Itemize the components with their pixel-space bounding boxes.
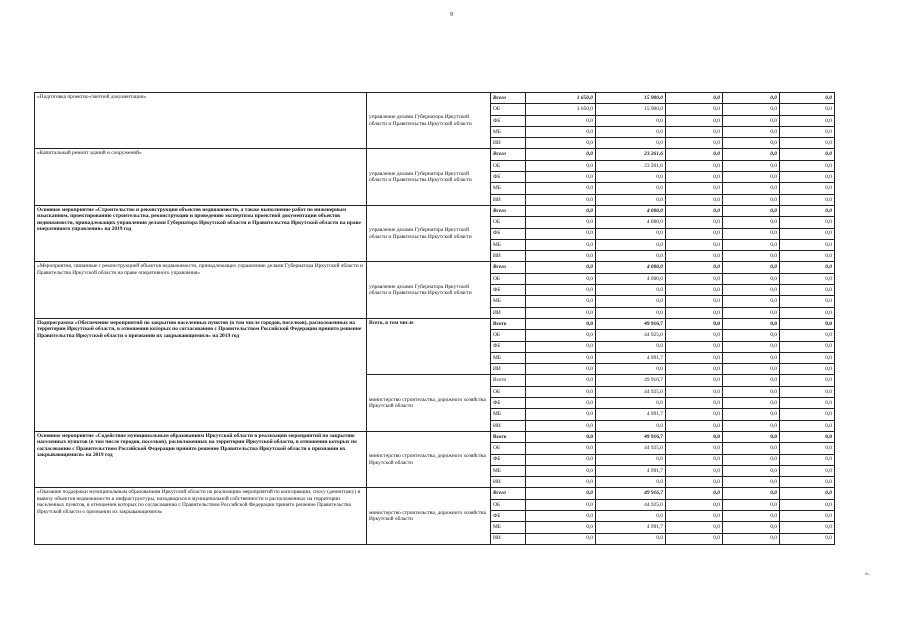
amount-cell: 0,0 xyxy=(526,273,596,284)
source-code-cell: Всего xyxy=(491,262,526,273)
amount-cell: 0,0 xyxy=(666,431,723,442)
responsible-cell: министерство строительства, дорожного хозяйства Иркутской области xyxy=(367,431,491,487)
amount-cell: 0,0 xyxy=(666,409,723,420)
amount-cell: 0,0 xyxy=(780,431,835,442)
amount-cell: 23 261,6 xyxy=(596,160,666,171)
amount-cell: 0,0 xyxy=(780,296,835,307)
program-name-cell: «Оказание поддержки муниципальным образованиям Иркутской области на реализацию мероприятий по консервации, сносу (демонтажу) и вывозу объектов недвижимости и инфраструктуры, находящихся в муниципальной собственности и расположенных на территории населенных пунктов, в отношении которых по согласованию с Правительством Российской Федерации принято решение Правительства Иркутской области о признании их закрывающимися» xyxy=(35,488,367,544)
amount-cell: 0,0 xyxy=(780,273,835,284)
source-code-cell: МБ xyxy=(491,183,526,194)
amount-cell: 0,0 xyxy=(526,533,596,544)
amount-cell: 0,0 xyxy=(666,194,723,205)
amount-cell: 0,0 xyxy=(666,341,723,352)
amount-cell: 0,0 xyxy=(723,465,780,476)
amount-cell: 4 000,0 xyxy=(596,273,666,284)
amount-cell: 0,0 xyxy=(780,386,835,397)
source-code-cell: МБ xyxy=(491,126,526,137)
amount-cell: 0,0 xyxy=(723,93,780,104)
amount-cell: 0,0 xyxy=(526,205,596,216)
amount-cell: 4 000,0 xyxy=(596,262,666,273)
amount-cell: 0,0 xyxy=(526,318,596,329)
amount-cell: 0,0 xyxy=(526,194,596,205)
amount-cell: 0,0 xyxy=(526,217,596,228)
responsible-cell: министерство строительства, дорожного хозяйства Иркутской области xyxy=(367,488,491,544)
amount-cell: 0,0 xyxy=(666,465,723,476)
amount-cell: 0,0 xyxy=(666,352,723,363)
amount-cell: 0,0 xyxy=(526,228,596,239)
source-code-cell: ФБ xyxy=(491,172,526,183)
amount-cell: 0,0 xyxy=(723,364,780,375)
amount-cell: 49 916,7 xyxy=(596,431,666,442)
amount-cell: 0,0 xyxy=(596,420,666,431)
amount-cell: 0,0 xyxy=(526,364,596,375)
table-row xyxy=(35,149,835,160)
amount-cell: 0,0 xyxy=(723,398,780,409)
amount-cell: 0,0 xyxy=(723,307,780,318)
program-name-cell: «Подготовка проектно-сметной документации» xyxy=(35,93,367,149)
amount-cell: 0,0 xyxy=(526,488,596,499)
amount-cell: 0,0 xyxy=(780,93,835,104)
amount-cell: 0,0 xyxy=(723,352,780,363)
amount-cell: 49 916,7 xyxy=(596,318,666,329)
amount-cell: 0,0 xyxy=(526,443,596,454)
amount-cell: 0,0 xyxy=(596,172,666,183)
program-name-cell: «Мероприятия, связанные с реконструкцией объектов недвижимости, принадлежащих управлению делами Губернатора Иркутской области и Правительства Иркутской области на праве оперативного управления» xyxy=(35,262,367,318)
amount-cell: 0,0 xyxy=(526,172,596,183)
amount-cell: 0,0 xyxy=(666,262,723,273)
amount-cell: 0,0 xyxy=(666,510,723,521)
amount-cell: 1 650,0 xyxy=(526,104,596,115)
amount-cell: 0,0 xyxy=(780,533,835,544)
amount-cell: 0,0 xyxy=(596,477,666,488)
responsible-cell: управление делами Губернатора Иркутской области и Правительства Иркутской области xyxy=(367,93,491,149)
amount-cell: 0,0 xyxy=(526,251,596,262)
amount-cell: 0,0 xyxy=(723,386,780,397)
amount-cell: 0,0 xyxy=(666,499,723,510)
amount-cell: 0,0 xyxy=(780,409,835,420)
amount-cell: 1 650,0 xyxy=(526,93,596,104)
amount-cell: 49 916,7 xyxy=(596,375,666,386)
source-code-cell: Всего xyxy=(491,488,526,499)
source-code-cell: ФБ xyxy=(491,115,526,126)
amount-cell: 0,0 xyxy=(526,477,596,488)
amount-cell: 0,0 xyxy=(780,160,835,171)
amount-cell: 0,0 xyxy=(666,454,723,465)
amount-cell: 0,0 xyxy=(666,398,723,409)
source-code-cell: Всего xyxy=(491,149,526,160)
amount-cell: 0,0 xyxy=(723,341,780,352)
amount-cell: 0,0 xyxy=(596,510,666,521)
amount-cell: 0,0 xyxy=(780,443,835,454)
source-code-cell: ФБ xyxy=(491,454,526,465)
amount-cell: 0,0 xyxy=(596,138,666,149)
amount-cell: 0,0 xyxy=(780,251,835,262)
table-row xyxy=(35,488,835,499)
source-code-cell: ФБ xyxy=(491,341,526,352)
amount-cell: 0,0 xyxy=(526,138,596,149)
amount-cell: 0,0 xyxy=(526,149,596,160)
amount-cell: 0,0 xyxy=(723,149,780,160)
amount-cell: 0,0 xyxy=(723,251,780,262)
amount-cell: 0,0 xyxy=(666,138,723,149)
source-code-cell: ОБ xyxy=(491,273,526,284)
source-code-cell: Всего xyxy=(491,205,526,216)
table-row xyxy=(35,205,835,216)
amount-cell: 0,0 xyxy=(723,239,780,250)
amount-cell: 0,0 xyxy=(666,318,723,329)
amount-cell: 0,0 xyxy=(666,533,723,544)
source-code-cell: Всего xyxy=(491,431,526,442)
source-code-cell: ОБ xyxy=(491,499,526,510)
amount-cell: 0,0 xyxy=(666,296,723,307)
amount-cell: 0,0 xyxy=(596,296,666,307)
amount-cell: 0,0 xyxy=(666,172,723,183)
source-code-cell: ОБ xyxy=(491,104,526,115)
amount-cell: 0,0 xyxy=(526,465,596,476)
amount-cell: 0,0 xyxy=(723,160,780,171)
amount-cell: 0,0 xyxy=(723,115,780,126)
source-code-cell: ИИ xyxy=(491,194,526,205)
amount-cell: 0,0 xyxy=(526,398,596,409)
amount-cell: 0,0 xyxy=(780,318,835,329)
amount-cell: 0,0 xyxy=(526,454,596,465)
amount-cell: 0,0 xyxy=(596,183,666,194)
amount-cell: 0,0 xyxy=(526,307,596,318)
amount-cell: 0,0 xyxy=(526,375,596,386)
amount-cell: 0,0 xyxy=(780,115,835,126)
amount-cell: 0,0 xyxy=(526,126,596,137)
amount-cell: 0,0 xyxy=(780,477,835,488)
amount-cell: 0,0 xyxy=(596,454,666,465)
amount-cell: 0,0 xyxy=(780,465,835,476)
amount-cell: 0,0 xyxy=(723,420,780,431)
amount-cell: 0,0 xyxy=(666,239,723,250)
source-code-cell: ИИ xyxy=(491,477,526,488)
source-code-cell: МБ xyxy=(491,352,526,363)
source-code-cell: МБ xyxy=(491,239,526,250)
amount-cell: 0,0 xyxy=(723,510,780,521)
responsible-cell: министерство строительства, дорожного хозяйства Иркутской области xyxy=(367,375,491,431)
amount-cell: 0,0 xyxy=(780,104,835,115)
source-code-cell: ИИ xyxy=(491,533,526,544)
source-code-cell: ИИ xyxy=(491,364,526,375)
amount-cell: 0,0 xyxy=(723,522,780,533)
source-code-cell: ИИ xyxy=(491,251,526,262)
amount-cell: 0,0 xyxy=(596,126,666,137)
amount-cell: 0,0 xyxy=(723,477,780,488)
source-code-cell: ФБ xyxy=(491,285,526,296)
amount-cell: 44 925,0 xyxy=(596,499,666,510)
page-number: 9 xyxy=(450,12,453,18)
source-code-cell: ОБ xyxy=(491,217,526,228)
amount-cell: 0,0 xyxy=(723,138,780,149)
amount-cell: 0,0 xyxy=(780,205,835,216)
amount-cell: 0,0 xyxy=(780,522,835,533)
source-code-cell: ИИ xyxy=(491,307,526,318)
amount-cell: 0,0 xyxy=(723,431,780,442)
amount-cell: 49 916,7 xyxy=(596,488,666,499)
amount-cell: 15 900,0 xyxy=(596,93,666,104)
source-code-cell: ИИ xyxy=(491,138,526,149)
amount-cell: 0,0 xyxy=(666,443,723,454)
amount-cell: 0,0 xyxy=(666,273,723,284)
amount-cell: 0,0 xyxy=(666,386,723,397)
amount-cell: 0,0 xyxy=(723,273,780,284)
amount-cell: 0,0 xyxy=(780,285,835,296)
amount-cell: 0,0 xyxy=(666,251,723,262)
amount-cell: 0,0 xyxy=(526,183,596,194)
amount-cell: 0,0 xyxy=(596,341,666,352)
amount-cell: 0,0 xyxy=(526,115,596,126)
amount-cell: 0,0 xyxy=(526,285,596,296)
amount-cell: 4 991,7 xyxy=(596,409,666,420)
amount-cell: 0,0 xyxy=(596,533,666,544)
amount-cell: 0,0 xyxy=(780,488,835,499)
amount-cell: 0,0 xyxy=(666,375,723,386)
amount-cell: 0,0 xyxy=(526,239,596,250)
amount-cell: 0,0 xyxy=(596,228,666,239)
amount-cell: 0,0 xyxy=(666,126,723,137)
amount-cell: 4 991,7 xyxy=(596,522,666,533)
amount-cell: 0,0 xyxy=(666,285,723,296)
responsible-cell: управление делами Губернатора Иркутской области и Правительства Иркутской области xyxy=(367,262,491,318)
source-code-cell: Всего xyxy=(491,318,526,329)
amount-cell: 0,0 xyxy=(723,533,780,544)
amount-cell: 4 000,0 xyxy=(596,217,666,228)
amount-cell: 0,0 xyxy=(780,510,835,521)
amount-cell: 15 900,0 xyxy=(596,104,666,115)
amount-cell: 0,0 xyxy=(596,398,666,409)
amount-cell: 0,0 xyxy=(723,183,780,194)
amount-cell: 0,0 xyxy=(780,330,835,341)
amount-cell: 0,0 xyxy=(526,330,596,341)
amount-cell: 0,0 xyxy=(780,499,835,510)
amount-cell: 23 261,6 xyxy=(596,149,666,160)
amount-cell: 44 925,0 xyxy=(596,386,666,397)
source-code-cell: ФБ xyxy=(491,228,526,239)
program-name-cell: Основное мероприятие «Содействие муниципальным образованиям Иркутской области в реализации мероприятий по закрытию населенных пунктов (в том числе городов, поселков), расположенных на территории Иркутской области, в отношении которых по согласованию с Правительством Российской Федерации принято решение Правительства Иркутской области о признании их закрывающимися» на 2019 год xyxy=(35,431,367,487)
amount-cell: 0,0 xyxy=(666,330,723,341)
amount-cell: 0,0 xyxy=(596,364,666,375)
amount-cell: 0,0 xyxy=(596,285,666,296)
amount-cell: 0,0 xyxy=(723,262,780,273)
amount-cell: 0,0 xyxy=(723,330,780,341)
amount-cell: 0,0 xyxy=(780,364,835,375)
amount-cell: 0,0 xyxy=(666,477,723,488)
table-row xyxy=(35,318,835,329)
amount-cell: 0,0 xyxy=(723,375,780,386)
closing-quote-mark: ». xyxy=(865,571,870,577)
amount-cell: 0,0 xyxy=(723,217,780,228)
amount-cell: 0,0 xyxy=(723,454,780,465)
table-row xyxy=(35,431,835,442)
amount-cell: 0,0 xyxy=(526,420,596,431)
amount-cell: 0,0 xyxy=(723,228,780,239)
table-row xyxy=(35,262,835,273)
amount-cell: 0,0 xyxy=(666,115,723,126)
amount-cell: 0,0 xyxy=(666,183,723,194)
amount-cell: 0,0 xyxy=(780,126,835,137)
amount-cell: 0,0 xyxy=(780,149,835,160)
amount-cell: 0,0 xyxy=(596,194,666,205)
amount-cell: 0,0 xyxy=(666,104,723,115)
amount-cell: 0,0 xyxy=(723,409,780,420)
budget-table xyxy=(34,92,835,545)
source-code-cell: МБ xyxy=(491,465,526,476)
amount-cell: 0,0 xyxy=(780,307,835,318)
responsible-cell: Всего, в том числе xyxy=(367,318,491,374)
amount-cell: 0,0 xyxy=(666,307,723,318)
amount-cell: 0,0 xyxy=(526,409,596,420)
amount-cell: 0,0 xyxy=(780,375,835,386)
amount-cell: 0,0 xyxy=(526,341,596,352)
amount-cell: 0,0 xyxy=(666,364,723,375)
amount-cell: 0,0 xyxy=(723,318,780,329)
amount-cell: 0,0 xyxy=(723,126,780,137)
amount-cell: 0,0 xyxy=(526,522,596,533)
amount-cell: 0,0 xyxy=(666,488,723,499)
source-code-cell: Всего xyxy=(491,93,526,104)
amount-cell: 0,0 xyxy=(666,228,723,239)
source-code-cell: МБ xyxy=(491,409,526,420)
amount-cell: 0,0 xyxy=(596,115,666,126)
amount-cell: 0,0 xyxy=(666,420,723,431)
amount-cell: 4 991,7 xyxy=(596,465,666,476)
amount-cell: 0,0 xyxy=(780,420,835,431)
amount-cell: 0,0 xyxy=(780,262,835,273)
program-name-cell: Подпрограмма «Обеспечение мероприятий по закрытию населенных пунктов (в том числе городов, поселков), расположенных на территории Иркутской области, в отношении которых по согласованию с Правительством Российской Федерации принято решение Правительства Иркутской области о признании их закрывающимися» на 2019 год xyxy=(35,318,367,431)
amount-cell: 0,0 xyxy=(780,138,835,149)
amount-cell: 44 925,0 xyxy=(596,330,666,341)
amount-cell: 0,0 xyxy=(780,398,835,409)
amount-cell: 0,0 xyxy=(596,239,666,250)
amount-cell: 0,0 xyxy=(666,93,723,104)
amount-cell: 0,0 xyxy=(526,499,596,510)
amount-cell: 0,0 xyxy=(526,386,596,397)
source-code-cell: ОБ xyxy=(491,330,526,341)
source-code-cell: МБ xyxy=(491,296,526,307)
amount-cell: 0,0 xyxy=(780,352,835,363)
amount-cell: 0,0 xyxy=(666,205,723,216)
amount-cell: 0,0 xyxy=(780,239,835,250)
source-code-cell: МБ xyxy=(491,522,526,533)
amount-cell: 0,0 xyxy=(780,183,835,194)
amount-cell: 0,0 xyxy=(723,205,780,216)
amount-cell: 0,0 xyxy=(526,352,596,363)
amount-cell: 44 925,0 xyxy=(596,443,666,454)
amount-cell: 0,0 xyxy=(723,488,780,499)
amount-cell: 0,0 xyxy=(666,160,723,171)
amount-cell: 0,0 xyxy=(780,341,835,352)
source-code-cell: ОБ xyxy=(491,160,526,171)
amount-cell: 0,0 xyxy=(780,217,835,228)
amount-cell: 0,0 xyxy=(526,262,596,273)
program-name-cell: Основное мероприятие «Строительство и реконструкция объектов недвижимости, а также выполнение работ по инженерным изысканиям, проектированию строительства, реконструкции и проведению экспертизы проектной документации объектов недвижимости, принадлежащих управлению делами Губернатора Иркутской области и Правительства Иркутской области на праве оперативного управления» на 2019 год xyxy=(35,205,367,261)
amount-cell: 0,0 xyxy=(723,285,780,296)
source-code-cell: Всего xyxy=(491,375,526,386)
amount-cell: 0,0 xyxy=(723,499,780,510)
amount-cell: 0,0 xyxy=(596,251,666,262)
source-code-cell: ОБ xyxy=(491,386,526,397)
source-code-cell: ФБ xyxy=(491,510,526,521)
amount-cell: 0,0 xyxy=(526,431,596,442)
amount-cell: 0,0 xyxy=(723,194,780,205)
source-code-cell: ИИ xyxy=(491,420,526,431)
amount-cell: 0,0 xyxy=(526,160,596,171)
amount-cell: 0,0 xyxy=(596,307,666,318)
amount-cell: 0,0 xyxy=(666,522,723,533)
source-code-cell: ОБ xyxy=(491,443,526,454)
amount-cell: 0,0 xyxy=(780,194,835,205)
amount-cell: 0,0 xyxy=(780,454,835,465)
amount-cell: 0,0 xyxy=(723,443,780,454)
amount-cell: 0,0 xyxy=(526,296,596,307)
program-name-cell: «Капитальный ремонт зданий и сооружений» xyxy=(35,149,367,205)
amount-cell: 0,0 xyxy=(666,217,723,228)
amount-cell: 0,0 xyxy=(780,228,835,239)
amount-cell: 0,0 xyxy=(780,172,835,183)
responsible-cell: управление делами Губернатора Иркутской области и Правительства Иркутской области xyxy=(367,205,491,261)
amount-cell: 0,0 xyxy=(723,172,780,183)
amount-cell: 4 000,0 xyxy=(596,205,666,216)
amount-cell: 0,0 xyxy=(526,510,596,521)
amount-cell: 0,0 xyxy=(723,104,780,115)
table-row xyxy=(35,93,835,104)
amount-cell: 4 991,7 xyxy=(596,352,666,363)
amount-cell: 0,0 xyxy=(723,296,780,307)
amount-cell: 0,0 xyxy=(666,149,723,160)
source-code-cell: ФБ xyxy=(491,398,526,409)
responsible-cell: управление делами Губернатора Иркутской области и Правительства Иркутской области xyxy=(367,149,491,205)
